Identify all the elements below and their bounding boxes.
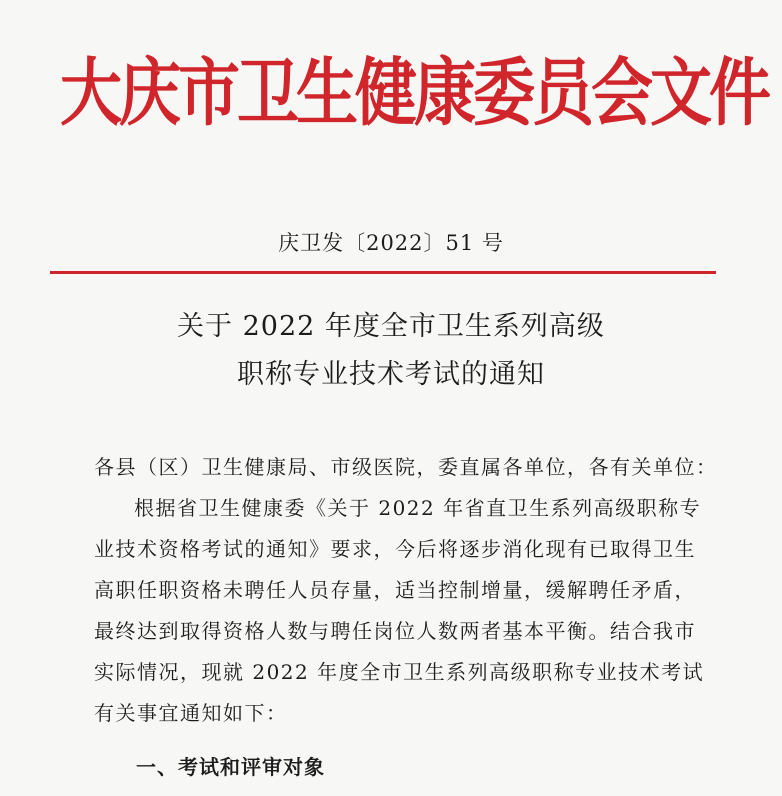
addressee-line: 各县（区）卫生健康局、市级医院，委直属各单位，各有关单位：: [94, 455, 718, 479]
paragraph-line-4: 最终达到取得资格人数与聘任岗位人数两者基本平衡。结合我市: [94, 619, 696, 643]
document-number: 庆卫发〔2022〕51 号: [278, 231, 504, 255]
notice-title-line-2: 职称专业技术考试的通知: [237, 359, 545, 390]
paragraph-line-2: 业技术资格考试的通知》要求，今后将逐步消化现有已取得卫生: [94, 537, 696, 561]
issuer-masthead: 大庆市卫生健康委员会文件: [60, 49, 769, 136]
paragraph-line-5: 实际情况，现就 2022 年度全市卫生系列高级职称专业技术考试: [94, 660, 705, 684]
paragraph-line-1: 根据省卫生健康委《关于 2022 年省直卫生系列高级职称专: [134, 496, 702, 520]
section-heading-1: 一、考试和评审对象: [136, 755, 325, 779]
notice-title-line-1: 关于 2022 年度全市卫生系列高级: [177, 311, 605, 342]
red-divider: [50, 271, 716, 274]
paragraph-line-6: 有关事宜通知如下：: [94, 701, 288, 725]
paragraph-line-3: 高职任职资格未聘任人员存量，适当控制增量，缓解聘任矛盾，: [94, 578, 696, 602]
